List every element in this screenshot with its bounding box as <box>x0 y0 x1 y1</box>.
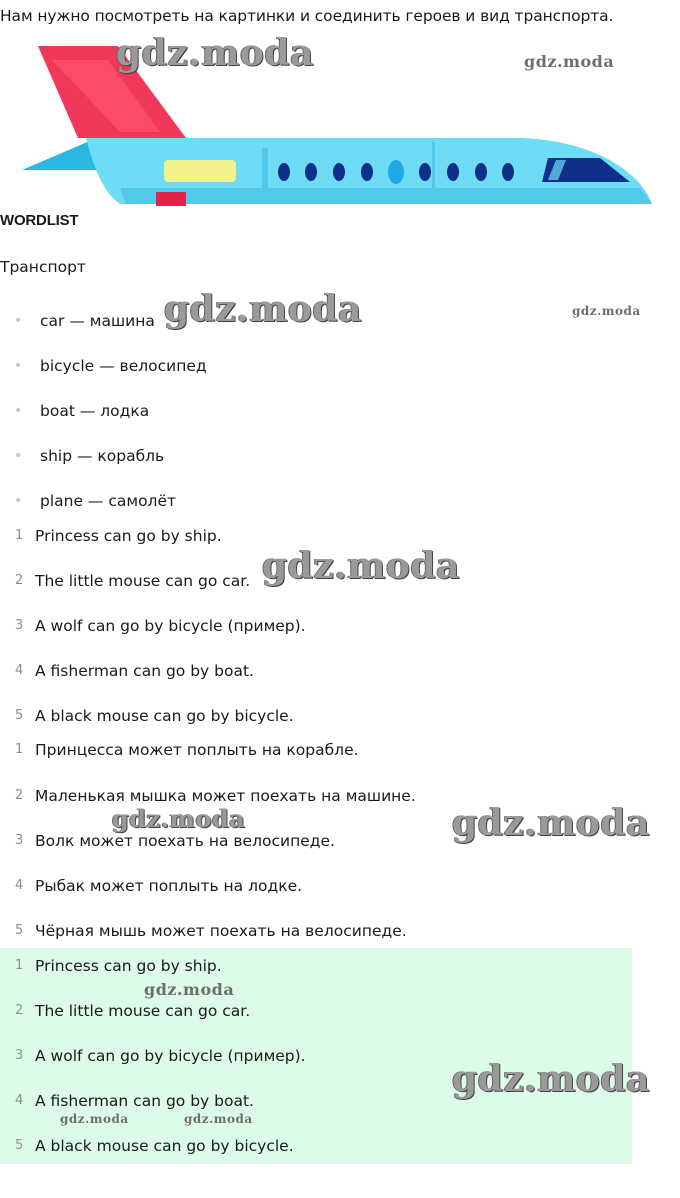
item-number: 2 <box>15 1003 24 1018</box>
wordlist-item-text: ship — корабль <box>40 447 165 465</box>
plane-belly <box>120 188 652 204</box>
item-text: A wolf can go by bicycle (пример). <box>35 1047 306 1065</box>
item-number: 5 <box>15 923 24 938</box>
watermark: gdz.moda <box>144 980 235 999</box>
item-text: Рыбак может поплыть на лодке. <box>35 877 303 895</box>
watermark: gdz.moda <box>116 32 314 74</box>
plane-panel-line <box>432 142 435 200</box>
watermark: gdz.moda <box>262 545 460 587</box>
item-text: A fisherman can go by boat. <box>35 662 254 680</box>
watermark: gdz.moda <box>184 1112 253 1126</box>
item-number: 3 <box>15 833 24 848</box>
item-text: Princess can go by ship. <box>35 527 222 545</box>
watermark: gdz.moda <box>112 804 246 833</box>
item-text: A wolf can go by bicycle (пример). <box>35 617 306 635</box>
bullet-dot-icon: • <box>14 313 23 329</box>
item-text: Princess can go by ship. <box>35 957 222 975</box>
item-number: 4 <box>15 1093 24 1108</box>
plane-door <box>262 148 268 200</box>
watermark: gdz.moda <box>524 52 615 71</box>
item-number: 1 <box>15 958 24 973</box>
item-text: Чёрная мышь может поехать на велосипеде. <box>35 922 407 940</box>
item-number: 4 <box>15 663 24 678</box>
watermark: gdz.moda <box>572 304 641 318</box>
watermark: gdz.moda <box>452 802 650 844</box>
item-text: The little mouse can go car. <box>35 1002 251 1020</box>
watermark: gdz.moda <box>452 1058 650 1100</box>
item-number: 5 <box>15 1138 24 1153</box>
item-number: 3 <box>15 1048 24 1063</box>
watermark: gdz.moda <box>164 288 362 330</box>
item-number: 2 <box>15 573 24 588</box>
wordlist-item-text: boat — лодка <box>40 402 150 420</box>
wordlist-item-text: plane — самолёт <box>40 492 177 510</box>
item-number: 3 <box>15 618 24 633</box>
plane-yellow-panel <box>164 160 236 182</box>
item-number: 5 <box>15 708 24 723</box>
item-text: Волк может поехать на велосипеде. <box>35 832 335 850</box>
bullet-dot-icon: • <box>14 403 23 419</box>
item-text: A fisherman can go by boat. <box>35 1092 254 1110</box>
plane-landing-gear <box>156 192 186 206</box>
bullet-dot-icon: • <box>14 358 23 374</box>
bullet-dot-icon: • <box>14 448 23 464</box>
watermark: gdz.moda <box>60 1112 129 1126</box>
bullet-dot-icon: • <box>14 493 23 509</box>
item-number: 1 <box>15 528 24 543</box>
item-number: 4 <box>15 878 24 893</box>
item-number: 1 <box>15 742 24 757</box>
wordlist-item-text: car — машина <box>40 312 155 330</box>
item-text: Принцесса может поплыть на корабле. <box>35 741 359 759</box>
item-text: A black mouse can go by bicycle. <box>35 707 294 725</box>
intro-text: Нам нужно посмотреть на картинки и соединить героев и вид транспорта. <box>0 7 614 25</box>
item-text: The little mouse can go car. <box>35 572 251 590</box>
item-number: 2 <box>15 788 24 803</box>
wordlist-category: Транспорт <box>0 258 86 276</box>
wordlist-heading: WORDLIST <box>0 212 79 229</box>
wordlist-item-text: bicycle — велосипед <box>40 357 207 375</box>
item-text: Маленькая мышка может поехать на машине. <box>35 787 416 805</box>
item-text: A black mouse can go by bicycle. <box>35 1137 294 1155</box>
